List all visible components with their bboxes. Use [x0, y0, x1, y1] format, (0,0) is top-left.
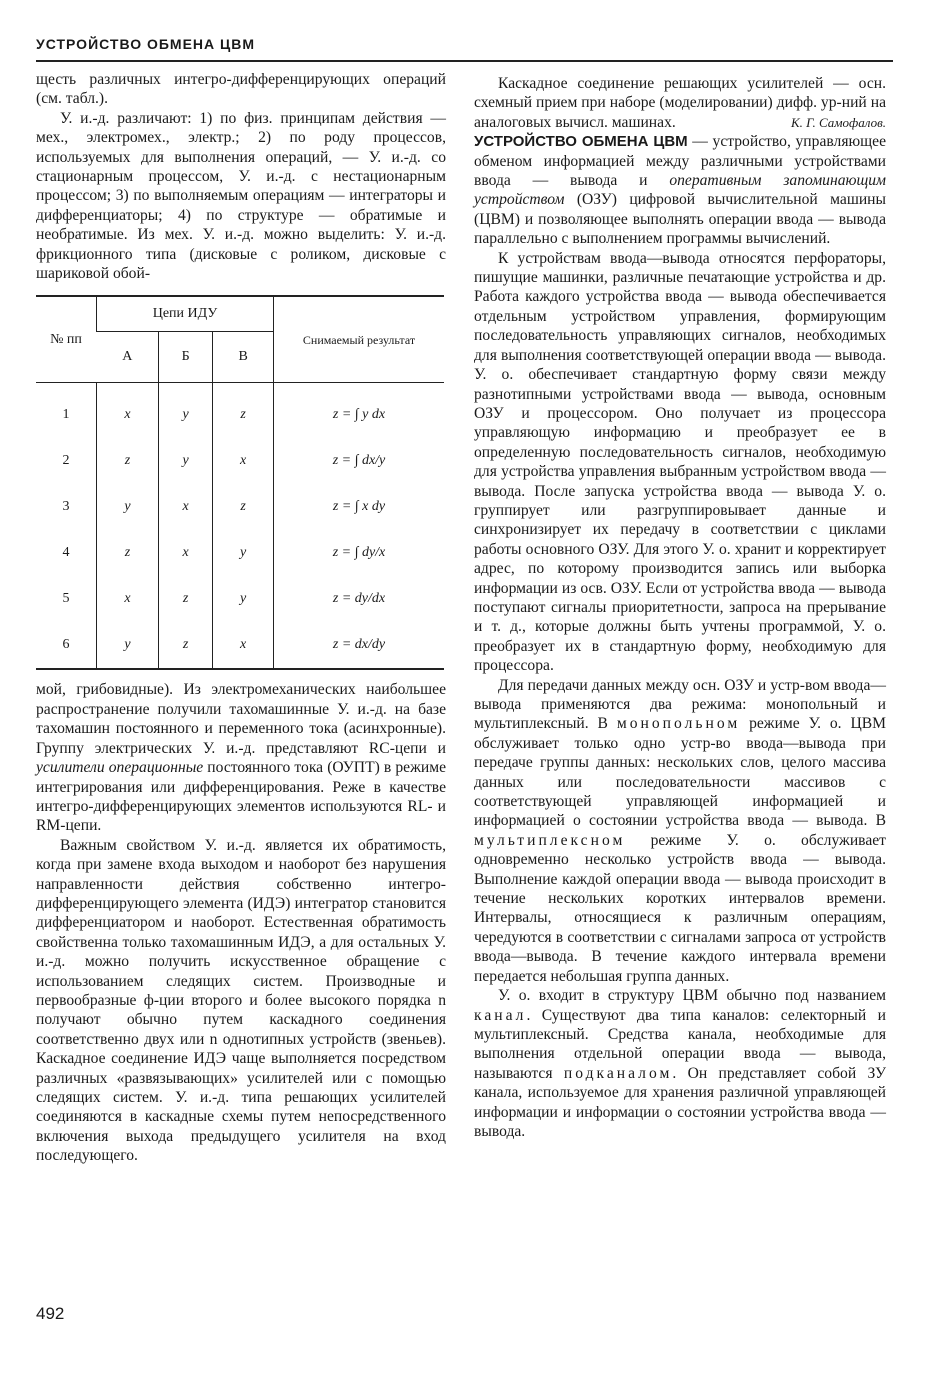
- table-cell-b: x: [159, 530, 213, 576]
- table-row: [36, 622, 444, 669]
- text-run: режиме У. о. обслуживает одновременно несколько устройств ввода — вывода. Выполнение каждой операции ввода — вывода происходит в течение нескольких коротких интервалов времени. Интервалы, относящиеся к различным операциям, чередуются в соответствии с сигналами запроса от устройств ввода—вывода. В течение каждого интервала времени передается небольшая группа данных.: [474, 831, 886, 985]
- paragraph: У. и.-д. различают: 1) по физ. принципам действия — мех., электромех., электр.; 2) по роду процессов, используемых для выполнения операций, — У. и.-д. со стационарным процессом, У. и.-д. с нестационарным процессом; 3) по выполняемым операциям — интеграторы и дифференциаторы; 4) по структуре — обратимые и необратимые. Из мех. У. и.-д. можно выделить: У. и.-д. фрикционного типа (дисковые с роликом, дисковые с шариковой обой-: [36, 109, 446, 283]
- table-cell-result: z = ∫ dx/y: [274, 438, 445, 484]
- paragraph: Важным свойством У. и.-д. является их обратимость, когда при замене входа выходом и наоборот без нарушения направленности действия собственно интегро-дифференцирующего элемента (ИДЭ) интегратор становится дифференциатором и наоборот. Естественная обратимость свойственна только тахомашинным ИДЭ, а для остальных У. и.-д. можно получить искусственное обращение с использованием следящих систем. Производные и первообразные ф-ции второго и более высокого порядка n получают обычно путем каскадного соединения соответственно двух или n однотипных устройств (звеньев). Каскадное соединение ИДЭ чаще выполняется посредством различных «развязывающих» усилителей или с помощью следящих систем. У. и.-д. типа решающих усилителей соединяются в каскадные схемы путем непосредственного включения выхода предыдущего усилителя на вход последующего.: [36, 836, 446, 1165]
- term-spaced: монопольном: [616, 715, 741, 733]
- table-cell-b: x: [159, 484, 213, 530]
- table-cell-num: 3: [62, 499, 70, 515]
- term-spaced: мультиплексном: [474, 831, 626, 849]
- paragraph: [474, 74, 886, 132]
- table-cell-num: 2: [62, 453, 70, 469]
- author-signature: К. Г. Самофалов.: [790, 114, 886, 130]
- table-row: [36, 438, 444, 484]
- table-cell-b: y: [159, 383, 213, 439]
- paragraph: [474, 676, 886, 987]
- table-cell-result: z = dy/dx: [274, 576, 445, 622]
- table-cell-result: z = ∫ dy/x: [274, 530, 445, 576]
- term-spaced: канал: [474, 1006, 527, 1024]
- table-cell-result: z = ∫ x dy: [274, 484, 445, 530]
- table-cell-a: z: [97, 438, 159, 484]
- paragraph: щесть различных интегро-дифференцирующих операций (см. табл.).: [36, 71, 446, 108]
- text-run: мой, грибовидные). Из электромеханических наибольшее распространение получили тахомашинные У. и.-д. на базе тахомашин постоянного и переменного тока (асинхронные). Группу электрических У. и.-д. представляют RC-цепи и: [36, 681, 446, 757]
- paragraph: [474, 986, 886, 1141]
- table-row: [36, 383, 444, 439]
- text-run: У. о. входит в структуру ЦВМ обычно под названием: [498, 987, 886, 1005]
- table-cell-a: y: [97, 484, 159, 530]
- idu-table: [36, 295, 444, 670]
- table-cell-result: z = ∫ y dx: [274, 383, 445, 439]
- table-cell-num: 6: [62, 637, 70, 653]
- paragraph: К устройствам ввода—вывода относятся перфораторы, пишущие машинки, различные печатающие устройства и др. Работа каждого устройства ввода — вывода обеспечивается отдельным устройством управления, формирующим последовательность управляющих сигналов, необходимых для выполнения соответствующей операции ввода — вывода. У. о. обеспечивает стандартную форму связи между разнотипными устройствами ввода — вывода, основным ОЗУ и процессором. Оно получает из процессора управляющую информацию и преобразует ее в определенную последовательность сигналов, необходимую для устройства управления выбранным устройством ввода — вывода. После запуска устройства ввода — вывода У. о. группирует или разгруппировывает данные и синхронизирует их передачу в соответствии с циклами работы основного ОЗУ. Для этого У. о. хранит и корректирует адрес, по которому производится запись или выборка информации из осв. ОЗУ. Если от устройства ввода — вывода поступают сигналы приоритетности, запроса на прерывание и т. д., которые должны быть учтены программой, У. о. преобразует их в стандартную форму, необходимую для процессора.: [474, 249, 886, 675]
- text-run: Для передачи данных между осн. ОЗУ и устр-вом ввода—вывода применяются два режима: монопольный и мультиплексный. В: [474, 676, 886, 733]
- header-rule: [36, 60, 893, 62]
- table-row: [36, 484, 444, 530]
- cross-reference: усилители операционные: [36, 759, 204, 777]
- left-column: [36, 70, 446, 1166]
- table-cell-a: y: [97, 622, 159, 669]
- article-start: [474, 132, 886, 248]
- text-run: (ОЗУ) цифровой вычислительной машины (ЦВМ) и позволяющее выполнять операции ввода — вывода параллельно с выполнением программы вычислений.: [474, 191, 886, 248]
- running-header: УСТРОЙСТВО ОБМЕНА ЦВМ: [36, 36, 256, 52]
- table-header-chains: Цепи ИДУ: [97, 296, 274, 332]
- table-header-result: Снимаемый результат: [274, 296, 445, 383]
- table-row: [36, 530, 444, 576]
- table-cell-v: x: [213, 622, 274, 669]
- text-run: режиме У. о. ЦВМ обслуживает только одно устр-во ввода—вывода при передаче группы данных: нескольких слов, целого массива данных или последовательности массивов с соответствующей управляющей информацией и информацией о состоянии устройства ввода — вывода. В: [474, 715, 886, 830]
- table-cell-a: z: [97, 530, 159, 576]
- paragraph: [36, 680, 446, 835]
- table-cell-b: z: [159, 622, 213, 669]
- table-row: [36, 576, 444, 622]
- table-cell-v: y: [213, 530, 274, 576]
- table-cell-v: x: [213, 438, 274, 484]
- table-cell-b: y: [159, 438, 213, 484]
- table-header-v: В: [213, 332, 274, 383]
- text-run: . Существуют два типа каналов: селекторный и мультиплексный. Средства канала, необходимые для выполнения отдельной операции ввода — вывода, называются: [474, 1006, 886, 1082]
- table-cell-result: z = dx/dy: [274, 622, 445, 669]
- cross-reference: оперативным запоминающим устройством: [474, 172, 887, 209]
- table-header-b: Б: [159, 332, 213, 383]
- term-spaced: подканалом: [563, 1064, 673, 1082]
- article-headword: УСТРОЙСТВО ОБМЕНА ЦВМ: [474, 133, 688, 151]
- table-header-a: А: [97, 332, 159, 383]
- table-cell-a: x: [97, 383, 159, 439]
- table-cell-num: 4: [62, 545, 70, 561]
- table-cell-v: y: [213, 576, 274, 622]
- text-run: Каскадное соединение решающих усилителей — осн. схемный прием при наборе (моделировании) дифф. ур-ний на аналоговых вычисл. машинах.: [474, 75, 886, 131]
- page-number: 492: [36, 1304, 65, 1323]
- table-cell-v: z: [213, 484, 274, 530]
- text-run: постоянного тока (ОУПТ) в режиме интегрирования или дифференцирования. Реже в качестве интегро-дифференцирующих элементов используются RL- и RM-цепи.: [36, 759, 446, 835]
- table-cell-v: z: [213, 383, 274, 439]
- text-run: . Он представляет собой ЗУ канала, используемое для хранения различной управляющей информации и информации о состоянии устройства ввода — вывода.: [474, 1064, 886, 1140]
- text-run: — устройство, управляющее обменом информацией между различными устройствами ввода — вывода и: [474, 133, 886, 190]
- table-cell-num: 1: [62, 407, 70, 423]
- right-column: [474, 74, 886, 1141]
- table-cell-a: x: [97, 576, 159, 622]
- table-header-num: № пп: [36, 296, 97, 383]
- table-cell-b: z: [159, 576, 213, 622]
- table-cell-num: 5: [62, 591, 70, 607]
